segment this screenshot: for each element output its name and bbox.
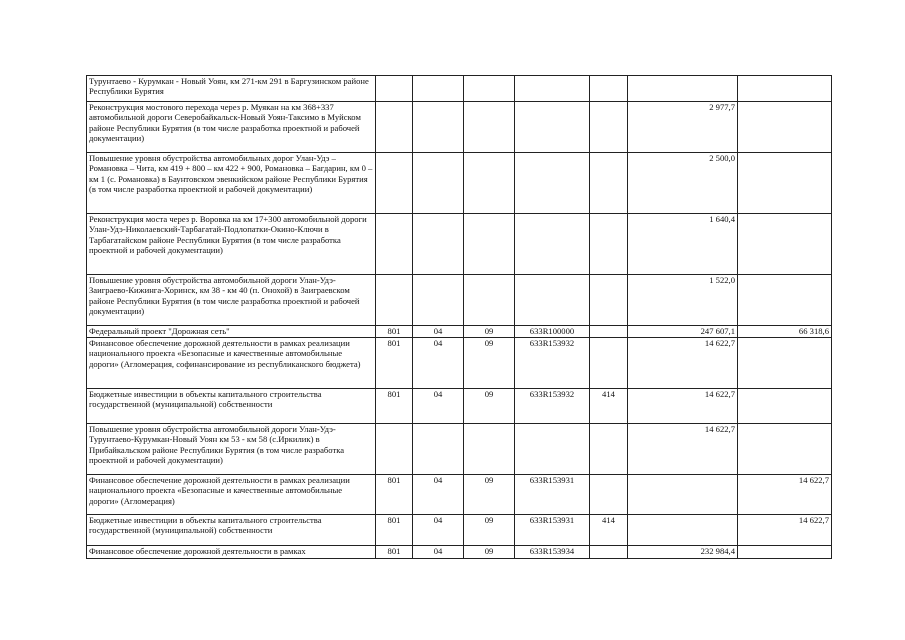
cell-amount-2 bbox=[738, 76, 832, 102]
cell-name: Реконструкция мостового перехода через р. Муякан на км 368+337 автомобильной дороги Северобайкальск-Новый Уоян-Таксимо в Муйском районе Республики Бурятия (в том числе разработка проектной и рабочей документации) bbox=[87, 102, 376, 153]
cell-vr bbox=[590, 76, 628, 102]
table-row bbox=[87, 326, 832, 338]
cell-amount-1: 14 622,7 bbox=[628, 424, 738, 475]
cell-amount-2 bbox=[738, 389, 832, 424]
cell-amount-1: 1 522,0 bbox=[628, 275, 738, 326]
cell-vr: 414 bbox=[590, 515, 628, 546]
table-body bbox=[87, 76, 832, 559]
cell-vr bbox=[590, 338, 628, 389]
cell-name: Финансовое обеспечение дорожной деятельности в рамках реализации национального проекта «Безопасные и качественные автомобильные дороги» (Агломерация) bbox=[87, 475, 376, 515]
cell-rz bbox=[413, 102, 464, 153]
cell-amount-2 bbox=[738, 153, 832, 214]
cell-ved bbox=[376, 153, 413, 214]
cell-csr bbox=[515, 214, 590, 275]
cell-pr: 09 bbox=[464, 338, 515, 389]
cell-ved: 801 bbox=[376, 475, 413, 515]
cell-amount-1 bbox=[628, 515, 738, 546]
table-row bbox=[87, 153, 832, 214]
cell-amount-2: 66 318,6 bbox=[738, 326, 832, 338]
cell-rz bbox=[413, 76, 464, 102]
table-row bbox=[87, 275, 832, 326]
cell-csr bbox=[515, 153, 590, 214]
cell-vr bbox=[590, 214, 628, 275]
cell-ved bbox=[376, 275, 413, 326]
cell-vr bbox=[590, 275, 628, 326]
cell-amount-2 bbox=[738, 338, 832, 389]
cell-amount-2 bbox=[738, 546, 832, 559]
cell-amount-1 bbox=[628, 475, 738, 515]
cell-name: Федеральный проект "Дорожная сеть" bbox=[87, 326, 376, 338]
cell-pr bbox=[464, 76, 515, 102]
table-row bbox=[87, 338, 832, 389]
cell-amount-1: 1 640,4 bbox=[628, 214, 738, 275]
cell-ved: 801 bbox=[376, 389, 413, 424]
cell-pr bbox=[464, 214, 515, 275]
cell-amount-2: 14 622,7 bbox=[738, 515, 832, 546]
cell-csr: 633R153931 bbox=[515, 475, 590, 515]
cell-amount-2 bbox=[738, 424, 832, 475]
cell-pr bbox=[464, 275, 515, 326]
cell-vr bbox=[590, 475, 628, 515]
cell-rz: 04 bbox=[413, 475, 464, 515]
cell-name: Повышение уровня обустройства автомобильных дорог Улан-Удэ – Романовка – Чита, км 419 + 800 – км 422 + 900, Романовка – Багдарин, км 0 – км 1 (с. Романовка) в Баунтовском эвенкийском районе Республики Бурятия (в том числе разработка проектной и рабочей документации) bbox=[87, 153, 376, 214]
cell-name: Финансовое обеспечение дорожной деятельности в рамках реализации национального проекта «Безопасные и качественные автомобильные дороги» (Агломерация, софинансирование из республиканского бюджета) bbox=[87, 338, 376, 389]
cell-csr bbox=[515, 275, 590, 326]
cell-pr: 09 bbox=[464, 475, 515, 515]
cell-rz bbox=[413, 153, 464, 214]
cell-amount-1 bbox=[628, 76, 738, 102]
cell-csr bbox=[515, 76, 590, 102]
cell-vr bbox=[590, 102, 628, 153]
cell-rz: 04 bbox=[413, 546, 464, 559]
cell-amount-1: 232 984,4 bbox=[628, 546, 738, 559]
cell-rz bbox=[413, 214, 464, 275]
cell-amount-2 bbox=[738, 214, 832, 275]
cell-rz: 04 bbox=[413, 338, 464, 389]
cell-name: Повышение уровня обустройства автомобильной дороги Улан-Удэ-Заиграево-Кижинга-Хоринск, км 38 - км 40 (п. Онохой) в Заиграевском районе Республики Бурятия (в том числе разработка проектной и рабочей документации) bbox=[87, 275, 376, 326]
cell-pr: 09 bbox=[464, 546, 515, 559]
table-row bbox=[87, 76, 832, 102]
cell-name: Финансовое обеспечение дорожной деятельности в рамках bbox=[87, 546, 376, 559]
cell-pr bbox=[464, 153, 515, 214]
table-row bbox=[87, 475, 832, 515]
cell-rz bbox=[413, 275, 464, 326]
cell-name: Реконструкция моста через р. Воровка на км 17+300 автомобильной дороги Улан-Удэ-Николаевский-Тарбагатай-Подлопатки-Окино-Ключи в Тарбагатайском районе Республики Бурятия (в том числе разработка проектной и рабочей документации) bbox=[87, 214, 376, 275]
cell-amount-1: 14 622,7 bbox=[628, 389, 738, 424]
cell-amount-1: 14 622,7 bbox=[628, 338, 738, 389]
cell-vr bbox=[590, 424, 628, 475]
table-row bbox=[87, 214, 832, 275]
cell-vr bbox=[590, 326, 628, 338]
cell-name: Бюджетные инвестиции в объекты капитального строительства государственной (муниципальной) собственности bbox=[87, 515, 376, 546]
cell-csr: 633R153931 bbox=[515, 515, 590, 546]
cell-rz bbox=[413, 424, 464, 475]
cell-csr: 633R153932 bbox=[515, 389, 590, 424]
cell-pr: 09 bbox=[464, 389, 515, 424]
table-row bbox=[87, 389, 832, 424]
cell-vr bbox=[590, 153, 628, 214]
cell-name: Повышение уровня обустройства автомобильной дороги Улан-Удэ-Турунтаево-Курумкан-Новый Уоян км 53 - км 58 (с.Иркилик) в Прибайкальском районе Республики Бурятия (в том числе разработка проектной и рабочей документации) bbox=[87, 424, 376, 475]
cell-csr bbox=[515, 102, 590, 153]
cell-csr: 633R100000 bbox=[515, 326, 590, 338]
cell-ved bbox=[376, 214, 413, 275]
cell-pr: 09 bbox=[464, 515, 515, 546]
budget-table bbox=[86, 75, 832, 559]
cell-name: Турунтаево - Курумкан - Новый Уоян, км 271-км 291 в Баргузинском районе Республики Бурятия bbox=[87, 76, 376, 102]
cell-amount-1: 2 500,0 bbox=[628, 153, 738, 214]
cell-rz: 04 bbox=[413, 515, 464, 546]
table-row bbox=[87, 424, 832, 475]
table-row bbox=[87, 102, 832, 153]
cell-ved: 801 bbox=[376, 338, 413, 389]
cell-ved: 801 bbox=[376, 515, 413, 546]
cell-ved: 801 bbox=[376, 326, 413, 338]
cell-ved bbox=[376, 424, 413, 475]
cell-name: Бюджетные инвестиции в объекты капитального строительства государственной (муниципальной) собственности bbox=[87, 389, 376, 424]
cell-ved bbox=[376, 76, 413, 102]
table-row bbox=[87, 546, 832, 559]
cell-amount-1: 247 607,1 bbox=[628, 326, 738, 338]
cell-amount-2: 14 622,7 bbox=[738, 475, 832, 515]
cell-vr bbox=[590, 546, 628, 559]
cell-csr: 633R153934 bbox=[515, 546, 590, 559]
cell-csr bbox=[515, 424, 590, 475]
cell-csr: 633R153932 bbox=[515, 338, 590, 389]
cell-amount-2 bbox=[738, 275, 832, 326]
table-row bbox=[87, 515, 832, 546]
cell-pr bbox=[464, 424, 515, 475]
cell-amount-2 bbox=[738, 102, 832, 153]
cell-rz: 04 bbox=[413, 326, 464, 338]
cell-vr: 414 bbox=[590, 389, 628, 424]
cell-pr: 09 bbox=[464, 326, 515, 338]
cell-amount-1: 2 977,7 bbox=[628, 102, 738, 153]
cell-ved bbox=[376, 102, 413, 153]
cell-pr bbox=[464, 102, 515, 153]
cell-rz: 04 bbox=[413, 389, 464, 424]
cell-ved: 801 bbox=[376, 546, 413, 559]
